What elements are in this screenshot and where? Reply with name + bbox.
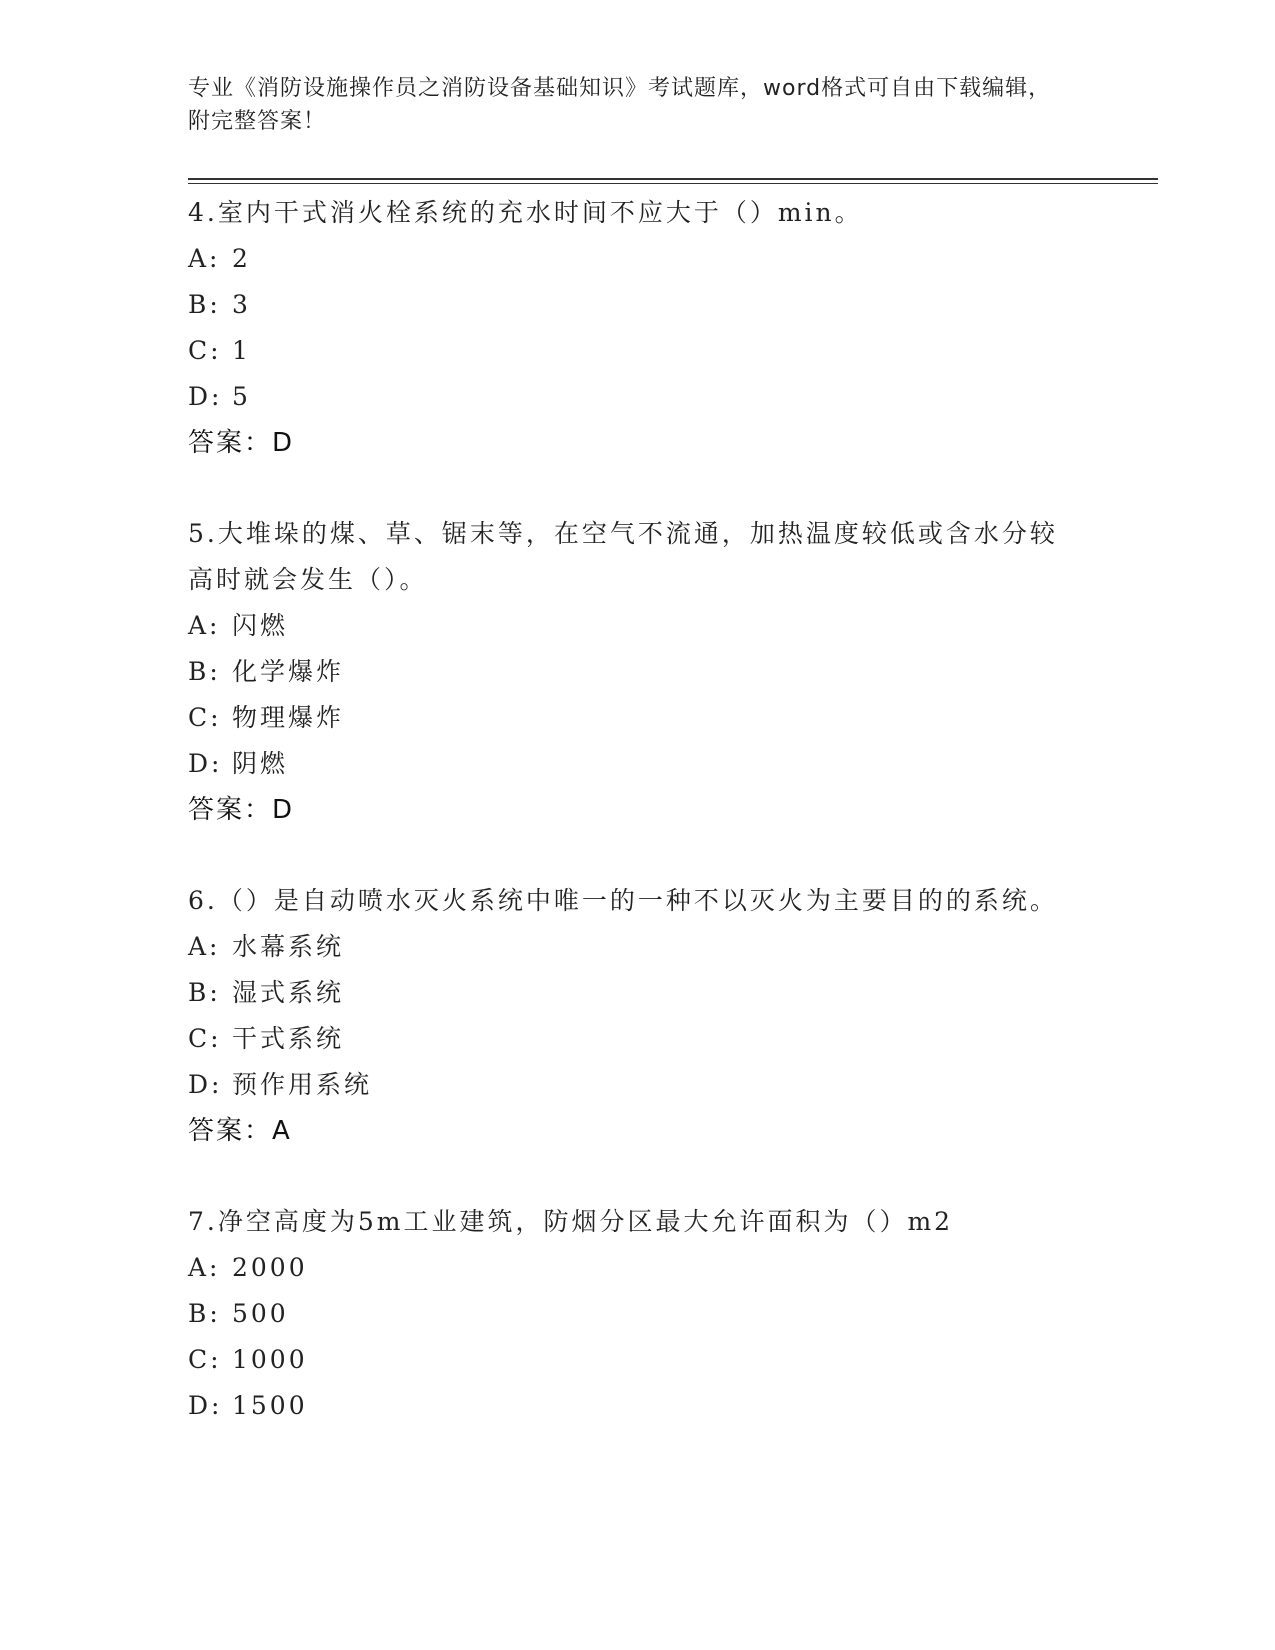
- option-b: [188, 649, 1068, 695]
- option-letter: D:: [188, 1070, 223, 1099]
- option-letter: D:: [188, 1391, 223, 1420]
- question-stem: 5.大堆垛的煤、草、锯末等，在空气不流通，加热温度较低或含水分较高时就会发生（）。: [188, 519, 1058, 594]
- question-stem: 6.（）是自动喷水灭火系统中唯一的一种不以灭火为主要目的的系统。: [188, 886, 1058, 915]
- option-text: 1000: [232, 1345, 308, 1374]
- option-letter: A:: [188, 611, 221, 640]
- option-text: 湿式系统: [232, 978, 345, 1007]
- option-letter: B:: [188, 290, 221, 319]
- option-letter: A:: [188, 244, 221, 273]
- option-text: 2000: [232, 1253, 308, 1282]
- option-text: 化学爆炸: [232, 657, 345, 686]
- option-letter: C:: [188, 1024, 222, 1053]
- option-letter: B:: [188, 978, 221, 1007]
- option-letter: A:: [188, 932, 221, 961]
- option-d: [188, 1062, 1068, 1108]
- option-letter: C:: [188, 1345, 222, 1374]
- option-d: [188, 374, 1068, 420]
- question-4: [188, 190, 1068, 466]
- option-letter: B:: [188, 1299, 221, 1328]
- option-text: 干式系统: [232, 1024, 345, 1053]
- header-divider-thin: [188, 183, 1158, 184]
- option-text: 闪燃: [232, 611, 289, 640]
- document-header: 专业《消防设施操作员之消防设备基础知识》考试题库，word格式可自由下载编辑，附完整答案！: [188, 76, 1052, 134]
- option-letter: A:: [188, 1253, 221, 1282]
- question-stem: 4.室内干式消火栓系统的充水时间不应大于（）min。: [188, 198, 863, 227]
- option-a: [188, 924, 1068, 970]
- option-d: [188, 741, 1068, 787]
- option-a: [188, 603, 1068, 649]
- question-stem: 7.净空高度为5m工业建筑，防烟分区最大允许面积为（）m2: [188, 1207, 954, 1236]
- option-text: 物理爆炸: [232, 703, 345, 732]
- option-letter: C:: [188, 703, 222, 732]
- option-d: [188, 1383, 1068, 1429]
- option-text: 5: [232, 382, 251, 411]
- option-text: 2: [232, 244, 251, 273]
- question-7: [188, 1199, 1068, 1429]
- answer: 答案：A: [188, 1116, 292, 1146]
- option-a: [188, 236, 1068, 282]
- option-text: 阴燃: [232, 749, 289, 778]
- question-6: [188, 878, 1068, 1154]
- option-a: [188, 1245, 1068, 1291]
- question-list: [188, 190, 1068, 1429]
- answer: 答案：D: [188, 795, 295, 825]
- header-divider-thick: [188, 178, 1158, 180]
- option-text: 预作用系统: [232, 1070, 373, 1099]
- option-letter: C:: [188, 336, 222, 365]
- option-c: [188, 1337, 1068, 1383]
- option-c: [188, 695, 1068, 741]
- option-letter: D:: [188, 749, 223, 778]
- option-text: 3: [232, 290, 251, 319]
- option-b: [188, 970, 1068, 1016]
- answer: 答案：D: [188, 428, 295, 458]
- option-text: 1500: [232, 1391, 308, 1420]
- option-text: 1: [232, 336, 251, 365]
- option-text: 水幕系统: [232, 932, 345, 961]
- question-5: [188, 511, 1068, 833]
- option-c: [188, 328, 1068, 374]
- option-letter: D:: [188, 382, 223, 411]
- option-b: [188, 282, 1068, 328]
- option-letter: B:: [188, 657, 221, 686]
- option-b: [188, 1291, 1068, 1337]
- option-c: [188, 1016, 1068, 1062]
- option-text: 500: [232, 1299, 289, 1328]
